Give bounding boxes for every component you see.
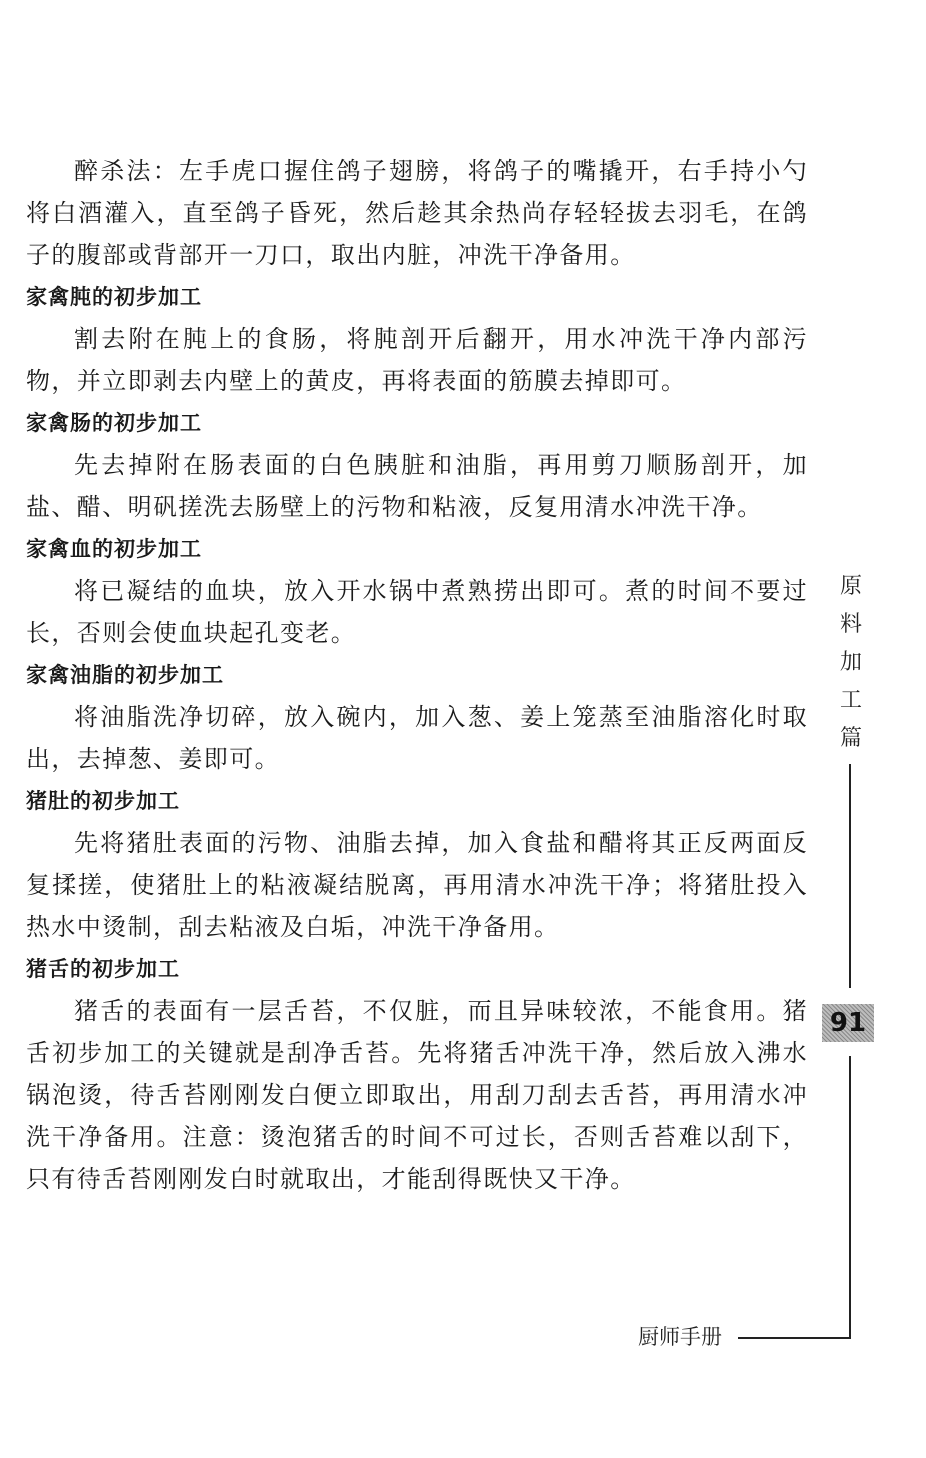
paragraph-pigeon-drunk-method: 醉杀法：左手虎口握住鸽子翅膀，将鸽子的嘴撬开，右手持小勺将白酒灌入，直至鸽子昏死，然后趁其余热尚存轻轻拔去羽毛，在鸽子的腹部或背部开一刀口，取出内脏，冲洗干净备用。	[26, 157, 808, 269]
heading-pig-tongue: 猪舌的初步加工	[26, 957, 180, 981]
paragraph-blood: 将已凝结的血块，放入开水锅中煮熟捞出即可。煮的时间不要过长，否则会使血块起孔变老。	[26, 577, 808, 647]
side-label-char: 料	[839, 612, 862, 637]
chapter-side-label	[838, 568, 864, 758]
paragraph-pig-stomach: 先将猪肚表面的污物、油脂去掉，加入食盐和醋将其正反两面反复揉搓，使猪肚上的粘液凝结脱离，再用清水冲洗干净；将猪肚投入热水中烫制，刮去粘液及白垢，冲洗干净备用。	[26, 829, 808, 941]
margin-rule-lower	[849, 1056, 851, 1338]
heading-blood: 家禽血的初步加工	[26, 537, 202, 561]
paragraph-fat: 将油脂洗净切碎，放入碗内，加入葱、姜上笼蒸至油脂溶化时取出，去掉葱、姜即可。	[26, 703, 808, 773]
paragraph-gizzard: 割去附在肫上的食肠，将肫剖开后翻开，用水冲洗干净内部污物，并立即剥去内壁上的黄皮，再将表面的筋膜去掉即可。	[26, 325, 808, 395]
paragraph-pig-tongue: 猪舌的表面有一层舌苔，不仅脏，而且异味较浓，不能食用。猪舌初步加工的关键就是刮净舌苔。先将猪舌冲洗干净，然后放入沸水锅泡烫，待舌苔刚刚发白便立即取出，用刮刀刮去舌苔，再用清水冲洗干净备用。注意：烫泡猪舌的时间不可过长，否则舌苔难以刮下，只有待舌苔刚刚发白时就取出，才能刮得既快又干净。	[26, 997, 808, 1193]
side-label-char: 加	[839, 650, 862, 675]
page-number: 91	[829, 1008, 867, 1038]
heading-fat: 家禽油脂的初步加工	[26, 663, 224, 687]
side-label-char: 原	[839, 574, 862, 599]
side-label-char: 篇	[839, 726, 862, 751]
page-content	[26, 150, 808, 1200]
paragraph-intestine: 先去掉附在肠表面的白色胰脏和油脂，再用剪刀顺肠剖开，加盐、醋、明矾搓洗去肠壁上的污物和粘液，反复用清水冲洗干净。	[26, 451, 808, 521]
page-number-badge	[822, 1004, 874, 1042]
heading-intestine: 家禽肠的初步加工	[26, 411, 202, 435]
heading-gizzard: 家禽肫的初步加工	[26, 285, 202, 309]
heading-pig-stomach: 猪肚的初步加工	[26, 789, 180, 813]
margin-rule-upper	[849, 764, 851, 988]
footer-book-title: 厨师手册	[638, 1322, 724, 1352]
side-label-char: 工	[839, 688, 862, 713]
footer-rule	[738, 1337, 851, 1339]
